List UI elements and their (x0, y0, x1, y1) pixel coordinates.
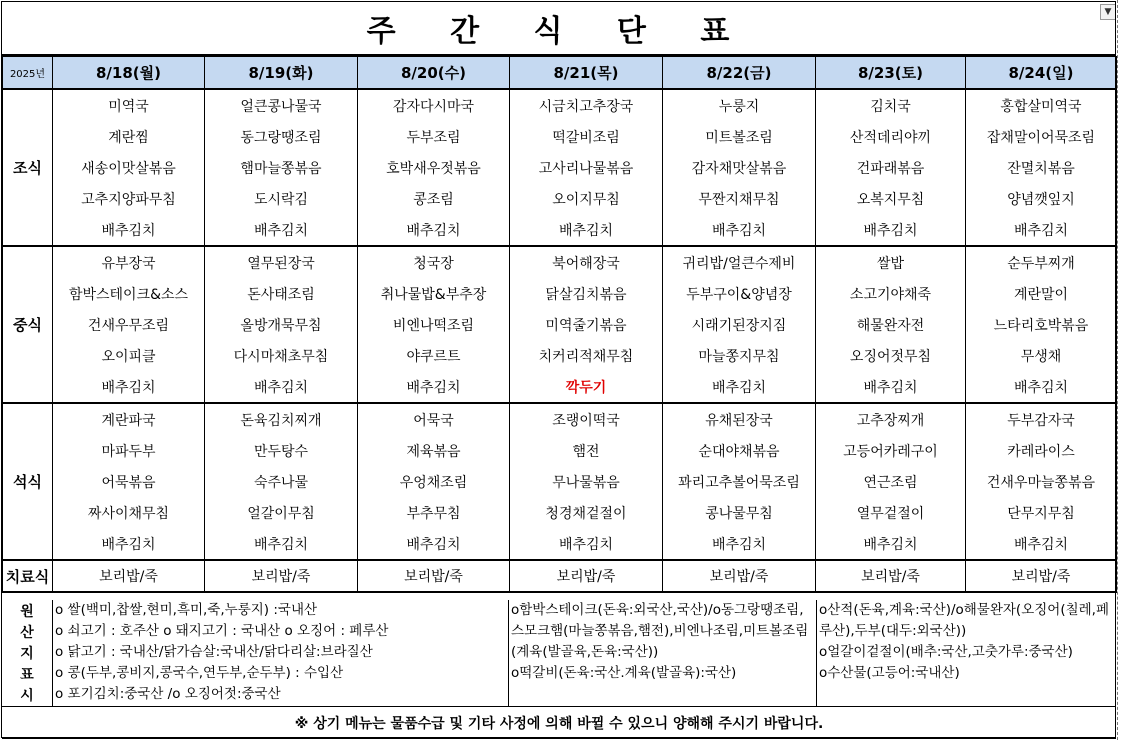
origin-line: ο 포기김치:중국산 /ο 오징어젓:중국산 (55, 686, 281, 702)
origin-col-3 (817, 600, 1116, 706)
menu-cell: 도시락김 (205, 183, 358, 214)
menu-cell: 닭살김치볶음 (510, 278, 663, 309)
menu-cell: 고추장찌개 (816, 403, 966, 435)
origin-col-2 (509, 600, 817, 706)
treatment-cell: 보리밥/죽 (205, 560, 358, 592)
menu-table (2, 56, 1117, 593)
origin-section (2, 600, 1116, 707)
menu-cell: 청경채겉절이 (510, 497, 663, 528)
menu-cell: 얼큰콩나물국 (205, 89, 358, 121)
origin-label-char: 시 (20, 688, 34, 705)
menu-row (3, 246, 1117, 278)
meal-label: 석식 (3, 403, 53, 560)
menu-cell: 만두탕수 (205, 435, 358, 466)
menu-body (3, 89, 1117, 592)
day-header: 8/24(일) (966, 57, 1117, 90)
menu-cell: 무짠지채무침 (663, 183, 816, 214)
menu-cell: 배추김치 (205, 214, 358, 246)
menu-cell: 계란찜 (53, 121, 205, 152)
origin-line: ο함박스테이크(돈육:외국산,국산)/ο동그랑땡조림,스모크햄(마늘쫑볶음,햄전),비엔나조림,미트볼조림(계육(발골육,돈육:국산)) (511, 602, 809, 660)
menu-cell: 청국장 (358, 246, 510, 278)
menu-cell: 배추김치 (510, 528, 663, 560)
menu-cell: 콩나물무침 (663, 497, 816, 528)
menu-cell: 짜사이채무침 (53, 497, 205, 528)
menu-cell: 부추무침 (358, 497, 510, 528)
menu-cell: 배추김치 (510, 214, 663, 246)
menu-cell: 배추김치 (358, 371, 510, 403)
menu-cell: 고사리나물볶음 (510, 152, 663, 183)
day-header: 8/22(금) (663, 57, 816, 90)
menu-cell: 마파두부 (53, 435, 205, 466)
menu-row (3, 497, 1117, 528)
meal-label: 조식 (3, 89, 53, 246)
origin-label-char: 산 (20, 624, 34, 641)
menu-cell: 제육볶음 (358, 435, 510, 466)
menu-cell: 마늘쫑지무침 (663, 340, 816, 371)
treatment-cell: 보리밥/죽 (816, 560, 966, 592)
menu-row (3, 466, 1117, 497)
year-cell: 2025년 (3, 57, 53, 90)
menu-cell: 배추김치 (816, 214, 966, 246)
menu-cell: 시금치고추장국 (510, 89, 663, 121)
menu-cell: 오징어젓무침 (816, 340, 966, 371)
menu-cell: 다시마채초무침 (205, 340, 358, 371)
origin-label-char: 원 (20, 603, 34, 620)
menu-cell: 감자다시마국 (358, 89, 510, 121)
menu-cell: 무생채 (966, 340, 1117, 371)
menu-row (3, 214, 1117, 246)
menu-cell: 돈사태조림 (205, 278, 358, 309)
menu-cell: 새송이맛살볶음 (53, 152, 205, 183)
menu-cell: 깍두기 (510, 371, 663, 403)
menu-cell: 연근조림 (816, 466, 966, 497)
origin-label-char: 지 (20, 645, 34, 662)
menu-row (3, 528, 1117, 560)
menu-cell: 어묵국 (358, 403, 510, 435)
origin-line: ο산적(돈육,계육:국산)/ο해물완자(오징어(칠레,페루산),두부(대두:외국산)) (819, 602, 1110, 639)
day-header: 8/19(화) (205, 57, 358, 90)
menu-cell: 배추김치 (816, 371, 966, 403)
menu-cell: 유채된장국 (663, 403, 816, 435)
menu-cell: 돈육김치찌개 (205, 403, 358, 435)
origin-line: ο 콩(두부,콩비지,콩국수,연두부,순두부) : 수입산 (55, 665, 344, 681)
origin-label (2, 600, 53, 706)
menu-row (3, 403, 1117, 435)
origin-line: ο 닭고기 : 국내산/닭가슴살:국내산/닭다리살:브라질산 (55, 644, 373, 660)
menu-cell: 조랭이떡국 (510, 403, 663, 435)
menu-cell: 콩조림 (358, 183, 510, 214)
day-header: 8/18(월) (53, 57, 205, 90)
treatment-cell: 보리밥/죽 (966, 560, 1117, 592)
origin-line: ο 쌀(백미,찹쌀,현미,흑미,죽,누룽지) :국내산 (55, 602, 318, 618)
menu-cell: 두부구이&양념장 (663, 278, 816, 309)
menu-cell: 무나물볶음 (510, 466, 663, 497)
menu-cell: 배추김치 (663, 214, 816, 246)
menu-cell: 열무된장국 (205, 246, 358, 278)
treatment-cell: 보리밥/죽 (663, 560, 816, 592)
menu-row (3, 371, 1117, 403)
menu-cell: 배추김치 (663, 528, 816, 560)
menu-cell: 배추김치 (53, 214, 205, 246)
day-header: 8/21(목) (510, 57, 663, 90)
menu-cell: 고등어카레구이 (816, 435, 966, 466)
menu-cell: 어묵볶음 (53, 466, 205, 497)
menu-cell: 귀리밥/얼큰수제비 (663, 246, 816, 278)
menu-cell: 동그랑땡조림 (205, 121, 358, 152)
menu-cell: 배추김치 (53, 371, 205, 403)
treatment-cell: 보리밥/죽 (510, 560, 663, 592)
menu-row (3, 435, 1117, 466)
menu-cell: 두부감자국 (966, 403, 1117, 435)
menu-cell: 햄마늘쫑볶음 (205, 152, 358, 183)
menu-cell: 산적데리야끼 (816, 121, 966, 152)
menu-cell: 감자채맛살볶음 (663, 152, 816, 183)
menu-row (3, 121, 1117, 152)
menu-cell: 김치국 (816, 89, 966, 121)
menu-cell: 고추지양파무침 (53, 183, 205, 214)
dropdown-arrow-icon[interactable]: ▼ (1100, 4, 1116, 20)
meal-label: 중식 (3, 246, 53, 403)
menu-cell: 떡갈비조림 (510, 121, 663, 152)
menu-row (3, 89, 1117, 121)
menu-cell: 열무겉절이 (816, 497, 966, 528)
menu-cell: 우엉채조림 (358, 466, 510, 497)
menu-cell: 배추김치 (966, 214, 1117, 246)
origin-line: ο얼갈이겉절이(배추:국산,고춧가루:중국산) (819, 644, 1073, 660)
meal-label: 치료식 (3, 560, 53, 592)
page-title: 주 간 식 단 표 (2, 2, 1116, 56)
menu-cell: 시래기된장지짐 (663, 309, 816, 340)
menu-cell: 배추김치 (663, 371, 816, 403)
menu-cell: 미역줄기볶음 (510, 309, 663, 340)
menu-cell: 미역국 (53, 89, 205, 121)
menu-cell: 카레라이스 (966, 435, 1117, 466)
menu-cell: 올방개묵무침 (205, 309, 358, 340)
day-header: 8/20(수) (358, 57, 510, 90)
menu-cell: 얼갈이무침 (205, 497, 358, 528)
menu-row (3, 278, 1117, 309)
menu-cell: 소고기야채죽 (816, 278, 966, 309)
menu-cell: 순대야채볶음 (663, 435, 816, 466)
menu-cell: 홍합살미역국 (966, 89, 1117, 121)
origin-line: ο수산물(고등어:국내산) (819, 665, 960, 681)
menu-cell: 배추김치 (205, 371, 358, 403)
menu-cell: 함박스테이크&소스 (53, 278, 205, 309)
menu-cell: 오복지무침 (816, 183, 966, 214)
menu-cell: 배추김치 (205, 528, 358, 560)
menu-cell: 계란파국 (53, 403, 205, 435)
menu-cell: 계란말이 (966, 278, 1117, 309)
menu-cell: 누룽지 (663, 89, 816, 121)
origin-label-char: 표 (20, 667, 34, 684)
menu-cell: 치커리적채무침 (510, 340, 663, 371)
menu-cell: 건파래볶음 (816, 152, 966, 183)
origin-col-1 (53, 600, 509, 706)
menu-cell: 순두부찌개 (966, 246, 1117, 278)
menu-cell: 배추김치 (966, 528, 1117, 560)
menu-cell: 해물완자전 (816, 309, 966, 340)
menu-cell: 잡채말이어묵조림 (966, 121, 1117, 152)
menu-cell: 배추김치 (358, 214, 510, 246)
treatment-cell: 보리밥/죽 (53, 560, 205, 592)
menu-cell: 취나물밥&부추장 (358, 278, 510, 309)
menu-cell: 배추김치 (816, 528, 966, 560)
menu-cell: 건새우무조림 (53, 309, 205, 340)
menu-cell: 숙주나물 (205, 466, 358, 497)
menu-row (3, 340, 1117, 371)
menu-cell: 두부조림 (358, 121, 510, 152)
menu-cell: 건새우마늘쫑볶음 (966, 466, 1117, 497)
menu-cell: 쌀밥 (816, 246, 966, 278)
menu-row (3, 183, 1117, 214)
day-header: 8/23(토) (816, 57, 966, 90)
menu-cell: 배추김치 (966, 371, 1117, 403)
origin-line: ο떡갈비(돈육:국산.계육(발골육):국산) (511, 665, 737, 681)
origin-line: ο 쇠고기 : 호주산 ο 돼지고기 : 국내산 ο 오징어 : 페루산 (55, 623, 389, 639)
menu-cell: 북어해장국 (510, 246, 663, 278)
page-break-line (1117, 0, 1118, 740)
notice-text: ※ 상기 메뉴는 물품수급 및 기타 사정에 의해 바뀔 수 있으니 양해해 주시기 바랍니다. (2, 707, 1116, 739)
menu-cell: 배추김치 (53, 528, 205, 560)
menu-row (3, 309, 1117, 340)
menu-cell: 햄전 (510, 435, 663, 466)
menu-cell: 느타리호박볶음 (966, 309, 1117, 340)
menu-cell: 호박새우젓볶음 (358, 152, 510, 183)
menu-cell: 미트볼조림 (663, 121, 816, 152)
treatment-row (3, 560, 1117, 592)
menu-cell: 유부장국 (53, 246, 205, 278)
menu-cell: 비엔나떡조림 (358, 309, 510, 340)
menu-cell: 오이피클 (53, 340, 205, 371)
menu-cell: 잔멸치볶음 (966, 152, 1117, 183)
menu-row (3, 152, 1117, 183)
menu-cell: 꽈리고추볼어묵조림 (663, 466, 816, 497)
menu-cell: 야쿠르트 (358, 340, 510, 371)
menu-cell: 양념깻잎지 (966, 183, 1117, 214)
menu-cell: 배추김치 (358, 528, 510, 560)
menu-cell: 오이지무침 (510, 183, 663, 214)
header-row (3, 57, 1117, 90)
menu-cell: 단무지무침 (966, 497, 1117, 528)
treatment-cell: 보리밥/죽 (358, 560, 510, 592)
